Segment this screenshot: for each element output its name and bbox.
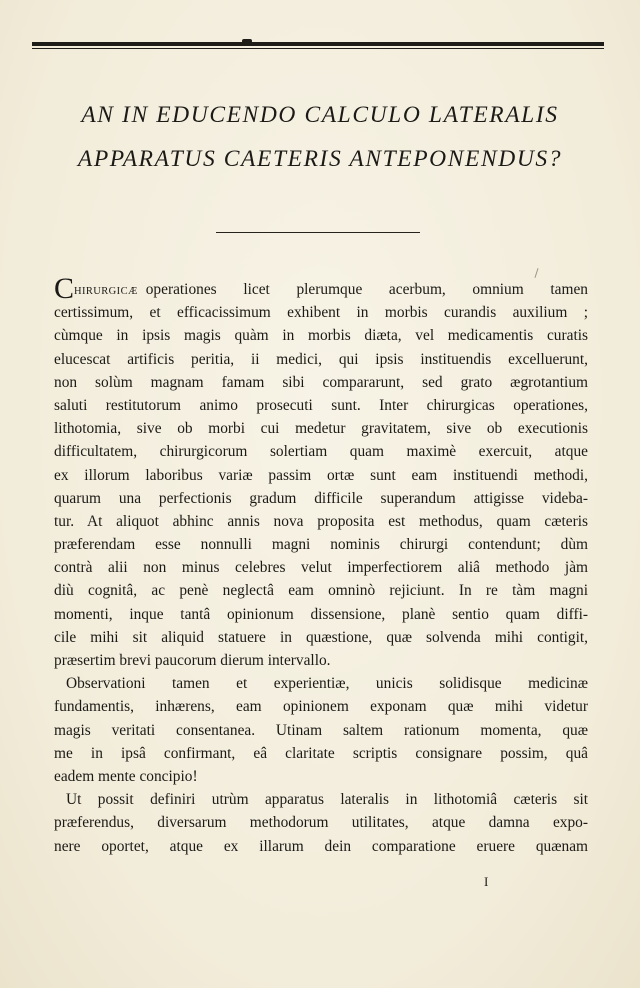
text-line: momenti, inque tantâ opinionum dissensione, planè sentio quam diffi- — [54, 605, 588, 623]
text-line: cile mihi sit aliquid statuere in quæstione, quæ solvenda mihi contigit, — [54, 628, 588, 646]
opening-smallcaps: HIRURGICÆ — [74, 286, 138, 297]
text-line: quarum una perfectionis gradum difficile superandum attigisse videba- — [54, 489, 588, 507]
drop-cap: C — [54, 278, 75, 302]
text-line — [54, 278, 588, 301]
header-ornamental-rule — [32, 42, 604, 49]
text-line: eadem mente concipio! — [54, 767, 198, 785]
text-line: præferendam esse nonnulli magni nominis chirurgi contendunt; dùm — [54, 536, 588, 554]
title-separator-rule — [216, 232, 420, 233]
text-line: diù cognitâ, ac penè neglectâ eam omninò rejiciunt. In re tàm magni — [54, 582, 588, 600]
margin-mark — [534, 268, 538, 278]
text-line: præferendus, diversarum methodorum utilitates, atque damna expo- — [54, 814, 588, 832]
title-line-2: APPARATUS CAETERIS ANTEPONENDUS? — [77, 146, 563, 172]
text-line: lithotomia, sive ob morbi cui medetur gravitatem, sive ob executionis — [54, 420, 588, 438]
text-line: contrà alii non minus celebres velut imperfectiorem aliâ methodo jàm — [54, 559, 588, 577]
text-line: cùmque in ipsis magis quàm in morbis diæta, vel medicamentis curatis — [54, 327, 588, 345]
text-line: me in ipsâ confirmant, eâ claritate scriptis consignare possim, quâ — [54, 744, 588, 762]
text-line: tur. At aliquot abhinc annis nova proposita est methodus, quam cæteris — [54, 512, 588, 530]
text-line: non solùm magnam famam sibi compararunt, sed grato ægrotantium — [54, 373, 588, 391]
text-line: elucescat artificis peritia, ii medici, qui ipsis instituendis excelluerunt, — [54, 350, 588, 368]
text-line: ex illorum laboribus variæ passim ortæ sunt eam instituendi methodi, — [54, 466, 588, 484]
body-text — [54, 278, 588, 858]
rule-thin-line — [32, 48, 604, 49]
text-line: Observationi tamen et experientiæ, unicis solidisque medicinæ — [66, 675, 588, 693]
title-line-1: AN IN EDUCENDO CALCULO LATERALIS — [81, 102, 559, 128]
text-line: Ut possit definiri utrùm apparatus lateralis in lithotomiâ cæteris sit — [66, 791, 588, 809]
text-line-content: operationes licet plerumque acerbum, omnium tamen — [145, 281, 588, 298]
text-line: saluti restitutorum animo prosecuti sunt. Inter chirurgicas operationes, — [54, 396, 588, 414]
text-line: nere oportet, atque ex illarum dein comparatione eruere quænam — [54, 837, 588, 855]
text-line: difficultatem, chirurgicorum solertiam quam maximè exercuit, atque — [54, 443, 588, 461]
text-line: magis veritati consentanea. Utinam saltem rationum momenta, quæ — [54, 721, 588, 739]
text-line: certissimum, et efficacissimum exhibent in morbis curandis auxilium ; — [54, 304, 588, 322]
page-number: I — [484, 874, 489, 889]
text-line: fundamentis, inhærens, eam opinionem exponam quæ mihi videtur — [54, 698, 588, 716]
rule-thick-line — [32, 42, 604, 46]
text-line: præsertim brevi paucorum dierum intervallo. — [54, 652, 331, 669]
